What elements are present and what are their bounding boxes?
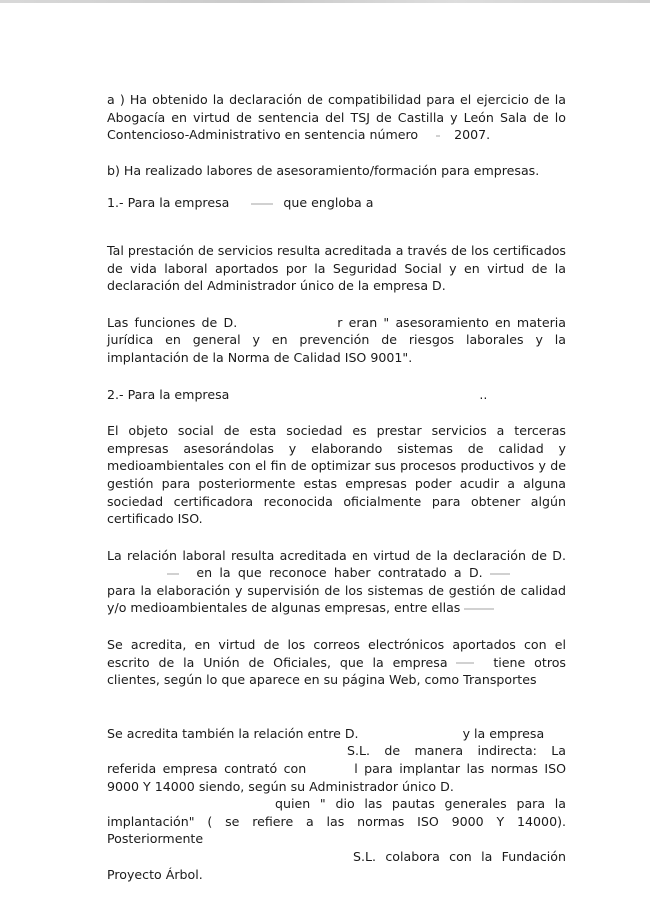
paragraph-corporate-purpose: El objeto social de esta sociedad es prestar servicios a terceras empresas asesorándolas y elaborando sistemas de calidad y medioambientales con el fin de optimizar sus procesos productivos y de gestión para posteriormente estas empresas poder acudir a alguna sociedad certificadora reconocida oficialmente para obtener algún certificado ISO. — [107, 423, 566, 527]
paragraph-company-2 — [107, 386, 566, 404]
paragraph-text: 1.- Para la empresa — [107, 195, 230, 211]
paragraph-text: para la elaboración y supervisión de los sistemas de gestión de calidad y/o medioambientales de algunas empresas, entre ellas — [107, 582, 566, 616]
paragraph-text: Se acredita, en virtud de los correos electrónicos aportados con el escrito de la Unión de Oficiales, que la empresa — [107, 637, 566, 670]
paragraph-text: 2007. — [454, 127, 491, 143]
scan-top-edge — [0, 0, 650, 3]
paragraph-text: a ) Ha obtenido la declaración de compatibilidad para el ejercicio de la Abogacía en virtud de sentencia del TSJ de Castilla y León Sala de lo Contencioso-Administrativo en sentencia número — [107, 92, 566, 143]
paragraph-text: Las funciones de D. — [107, 314, 238, 330]
document-body — [107, 91, 566, 883]
paragraph-text: quien " dio las pautas generales para la implantación" ( se refiere a las normas ISO 9000 Y 14000). Posteriormente — [107, 796, 566, 847]
paragraph-text: que engloba — [283, 195, 362, 211]
paragraph-text: tiene otros clientes, según lo que aparece en su página Web, como Transportes — [107, 654, 566, 688]
paragraph-company-1 — [107, 194, 566, 212]
paragraph-functions — [107, 314, 566, 367]
paragraph-indirect-relation — [107, 725, 566, 883]
paragraph-text: r eran " asesoramiento en materia jurídica en general y en prevención de riesgos laborales y la implantación de la Norma de Calidad ISO 9001". — [107, 314, 566, 365]
paragraph-employment-relation — [107, 547, 566, 617]
paragraph-service-proof: Tal prestación de servicios resulta acreditada a través de los certificados de vida laboral aportados por la Seguridad Social y en virtud de la declaración del Administrador único de la empresa D. — [107, 242, 566, 294]
paragraph-text: .. — [479, 386, 488, 402]
paragraph-text: La relación laboral resulta acreditada en virtud de la declaración de D. — [107, 547, 566, 563]
paragraph-emails-clients — [107, 636, 566, 689]
paragraph-text: S.L. de manera indirecta: La referida empresa contrató con — [107, 743, 566, 777]
paragraph-compatibility — [107, 91, 566, 144]
paragraph-text: y la empresa — [462, 725, 545, 741]
paragraph-advisory-work: b) Ha realizado labores de asesoramiento/formación para empresas. — [107, 162, 540, 178]
paragraph-text: Se acredita también la relación entre D. — [107, 725, 359, 741]
paragraph-text: a — [365, 195, 374, 211]
paragraph-text: S.L. colabora con la Fundación Proyecto Árbol. — [107, 849, 566, 882]
paragraph-text: en la que reconoce haber contratado a D. — [196, 565, 483, 581]
paragraph-text: l para implantar las normas ISO 9000 Y 14000 siendo, según su Administrador único D. — [107, 761, 566, 794]
paragraph-text: 2.- Para la empresa — [107, 386, 230, 402]
